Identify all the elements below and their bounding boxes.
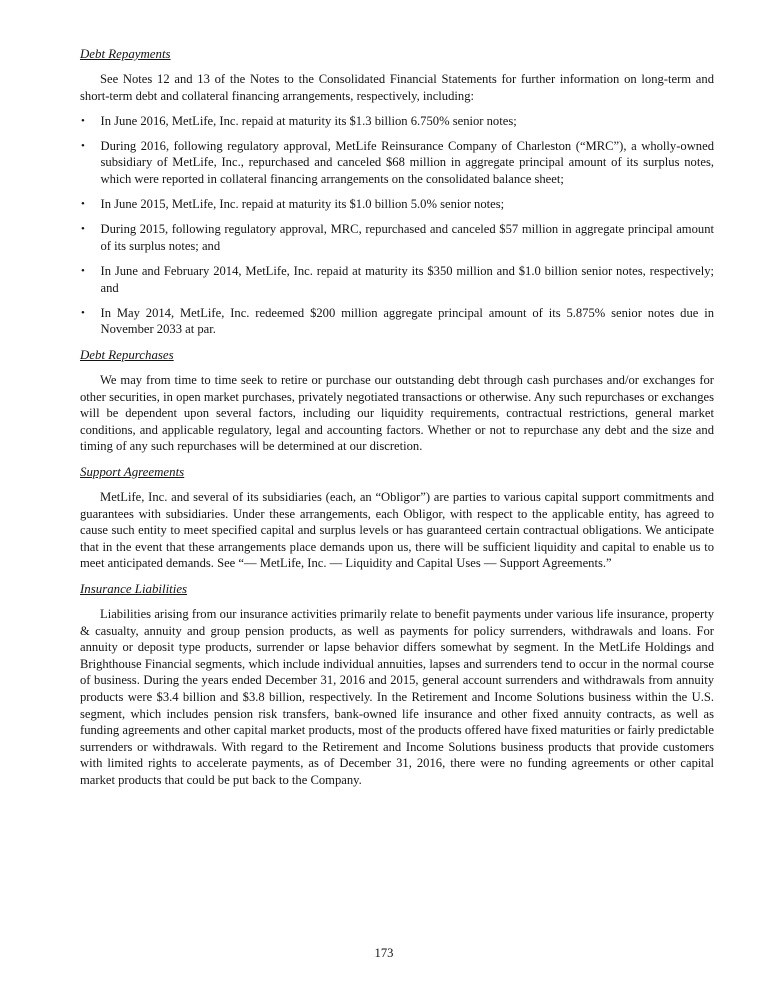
bullet-icon: •	[81, 223, 85, 236]
bullet-icon: •	[81, 139, 85, 152]
bullet-text: During 2016, following regulatory approval, MetLife Reinsurance Company of Charleston (“MRC”), a wholly-owned subsidiary of MetLife, Inc., repurchased and canceled $68 million in aggregate principal amount of its surplus notes, which were reported in collateral financing arrangements on the consolidated balance sheet;	[100, 138, 714, 187]
bullet-text: In June 2016, MetLife, Inc. repaid at maturity its $1.3 billion 6.750% senior notes;	[100, 113, 517, 128]
section-debt-repayments	[80, 46, 714, 338]
heading-insurance-liabilities: Insurance Liabilities	[80, 581, 188, 596]
page-number: 173	[374, 946, 394, 960]
paragraph-support-agreements: MetLife, Inc. and several of its subsidiaries (each, an “Obligor”) are parties to various capital support commitments and guarantees with subsidiaries. Under these arrangements, each Obligor, with respect to the applicable entity, has agreed to cause such entity to meet specified capital and surplus levels or has guaranteed certain contractual obligations. We anticipate that in the event that these arrangements place demands upon us, there will be sufficient liquidity and capital to enable us to meet anticipated demands. See “— MetLife, Inc. — Liquidity and Capital Uses — Support Agreements.”	[80, 489, 714, 571]
paragraph-debt-repurchases: We may from time to time seek to retire or purchase our outstanding debt through cash purchases and/or exchanges for other securities, in open market purchases, privately negotiated transactions or otherwise. Any such repurchases or exchanges will be dependent upon several factors, including our liquidity requirements, contractual restrictions, general market conditions, and applicable regulatory, legal and accounting factors. Whether or not to repurchase any debt and the size and timing of any such repurchases will be determined at our discretion.	[80, 372, 714, 454]
section-debt-repurchases	[80, 347, 714, 455]
bullet-text: In May 2014, MetLife, Inc. redeemed $200 million aggregate principal amount of its 5.875% senior notes due in November 2033 at par.	[100, 305, 714, 337]
document-page	[80, 0, 714, 797]
bullet-icon: •	[81, 264, 85, 277]
bullet-item	[80, 113, 714, 130]
bullet-text: In June 2015, MetLife, Inc. repaid at maturity its $1.0 billion 5.0% senior notes;	[100, 197, 505, 212]
section-support-agreements	[80, 464, 714, 572]
bullet-icon: •	[81, 306, 85, 319]
heading-support-agreements: Support Agreements	[80, 464, 185, 479]
bullet-item	[80, 138, 714, 188]
bullet-icon: •	[81, 198, 85, 211]
bullet-item	[80, 263, 714, 296]
paragraph-insurance-liabilities: Liabilities arising from our insurance activities primarily relate to benefit payments under various life insurance, property & casualty, annuity and group pension products, as well as payments for policy surrenders, withdrawals and loans. For annuity or deposit type products, surrender or lapse behavior differs somewhat by segment. In the MetLife Holdings and Brighthouse Financial segments, which include individual annuities, lapses and surrenders tend to occur in the normal course of business. During the years ended December 31, 2016 and 2015, general account surrenders and withdrawals from annuity products were $3.4 billion and $3.8 billion, respectively. In the Retirement and Income Solutions business within the U.S. segment, which includes pension risk transfers, bank-owned life insurance and other fixed annuity contracts, as well as funding agreements and other capital market products, most of the products offered have fixed maturities or fairly predictable surrenders or withdrawals. With regard to the Retirement and Income Solutions business products that provide customers with limited rights to accelerate payments, as of December 31, 2016, there were no funding agreements or other capital market products that could be put back to the Company.	[80, 607, 714, 787]
bullet-text: In June and February 2014, MetLife, Inc. repaid at maturity its $350 million and $1.0 billion senior notes, respectively; and	[100, 263, 714, 295]
bullet-item	[80, 305, 714, 338]
paragraph-debt-repayments-intro: See Notes 12 and 13 of the Notes to the Consolidated Financial Statements for further information on long-term and short-term debt and collateral financing arrangements, respectively, including:	[80, 72, 714, 103]
heading-debt-repayments: Debt Repayments	[80, 47, 171, 61]
debt-repayments-bullet-list	[80, 113, 714, 338]
bullet-text: During 2015, following regulatory approval, MRC, repurchased and canceled $57 million in aggregate principal amount of its surplus notes; and	[100, 222, 714, 253]
section-insurance-liabilities	[80, 581, 714, 789]
bullet-icon: •	[81, 114, 85, 127]
bullet-item	[80, 221, 714, 254]
heading-debt-repurchases: Debt Repurchases	[80, 347, 174, 362]
bullet-item	[80, 196, 714, 213]
